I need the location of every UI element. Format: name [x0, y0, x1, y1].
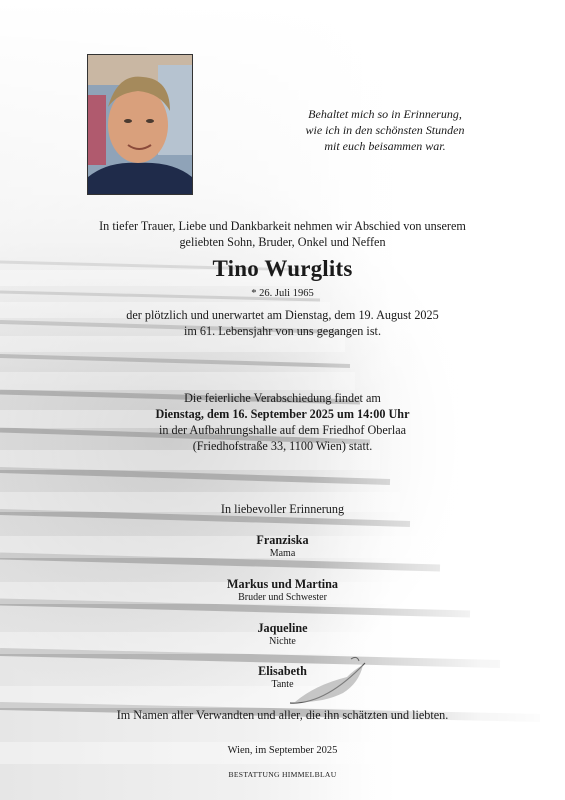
mourner-name: Elisabeth	[258, 664, 307, 678]
funeral-info	[0, 390, 565, 454]
place-date: Wien, im September 2025	[227, 745, 338, 756]
death-line: im 61. Lebensjahr von uns gegangen ist.	[184, 324, 381, 338]
quote-line: wie ich in den schönsten Stunden	[305, 123, 465, 137]
closing-text: Im Namen aller Verwandten und aller, die ihn schätzten und liebten.	[116, 708, 449, 722]
mourner-entry	[0, 577, 565, 603]
quote-line: Behaltet mich so in Erinnerung,	[308, 107, 462, 121]
mourner-relation: Nichte	[269, 636, 296, 647]
mourner-relation: Bruder und Schwester	[238, 592, 327, 603]
mourner-entry	[0, 664, 565, 690]
quote-line: mit euch beisammen war.	[324, 139, 446, 153]
intro-text	[0, 218, 565, 250]
death-line: der plötzlich und unerwartet am Dienstag, dem 19. August 2025	[126, 308, 439, 322]
mourner-relation: Tante	[271, 679, 294, 690]
memory-heading: In liebevoller Erinnerung	[220, 502, 345, 516]
funeral-address: (Friedhofstraße 33, 1100 Wien) statt.	[192, 439, 373, 453]
death-notice	[0, 307, 565, 339]
mourner-name: Jaqueline	[257, 621, 308, 635]
deceased-name: Tino Wurglits	[212, 256, 353, 281]
mourner-entry	[0, 533, 565, 559]
feather-icon	[285, 655, 375, 710]
birth-date: * 26. Juli 1965	[251, 288, 314, 299]
intro-line: geliebten Sohn, Bruder, Onkel und Neffen	[179, 235, 386, 249]
funeral-location: in der Aufbahrungshalle auf dem Friedhof Oberlaa	[158, 423, 407, 437]
funeral-company: BESTATTUNG HIMMELBLAU	[228, 770, 337, 779]
memorial-quote	[285, 106, 485, 154]
funeral-line: Die feierliche Verabschiedung findet am	[184, 391, 381, 405]
portrait-photo	[87, 54, 193, 195]
funeral-date-time: Dienstag, dem 16. September 2025 um 14:00 Uhr	[155, 407, 410, 421]
intro-line: In tiefer Trauer, Liebe und Dankbarkeit nehmen wir Abschied von unserem	[99, 219, 466, 233]
mourner-entry	[0, 621, 565, 647]
mourner-name: Franziska	[256, 533, 309, 547]
mourner-name: Markus und Martina	[226, 577, 339, 591]
mourner-relation: Mama	[269, 548, 296, 559]
